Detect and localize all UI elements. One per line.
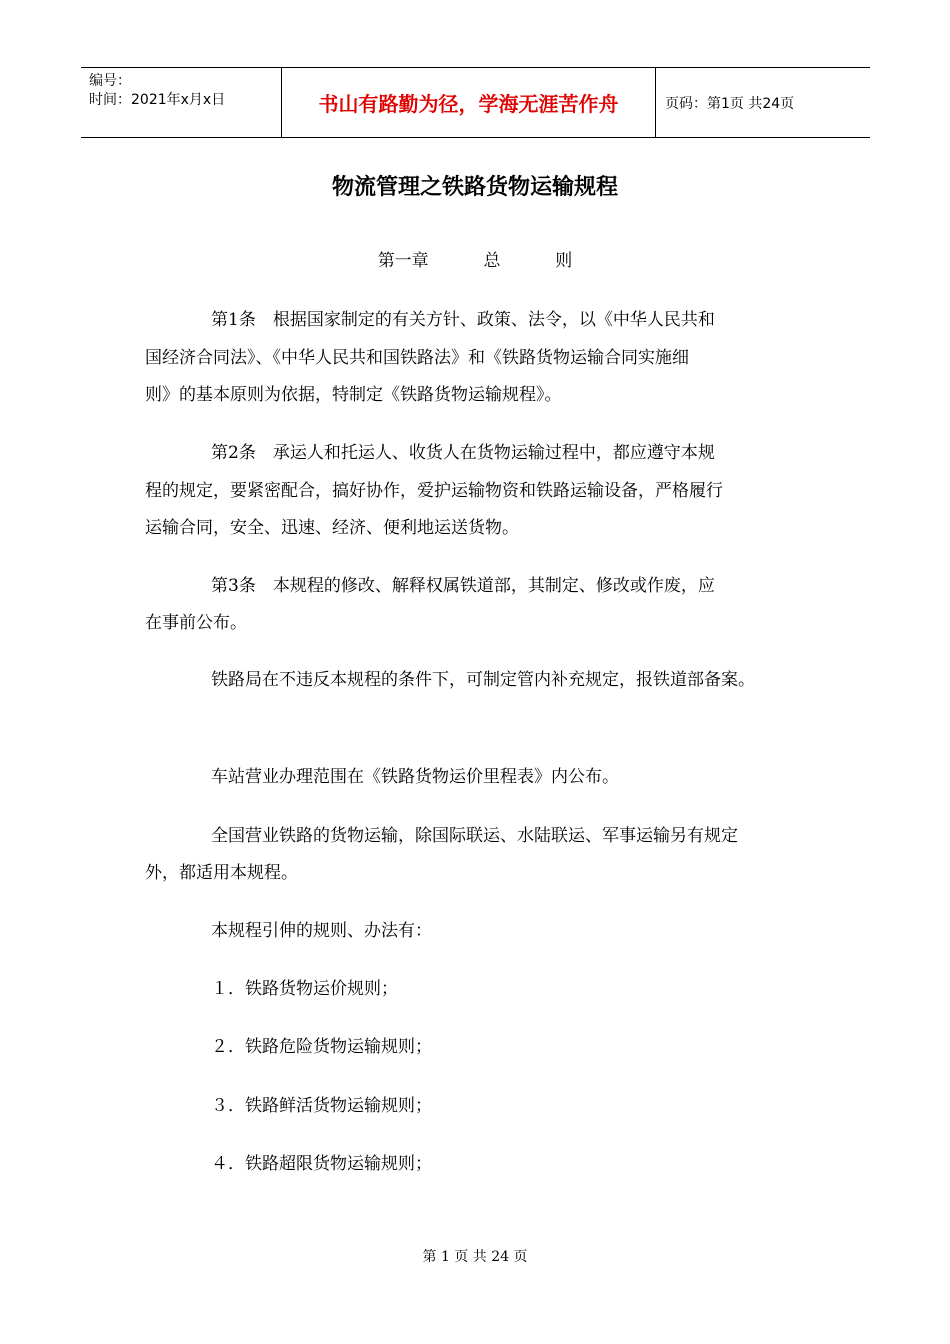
list-item: ４．铁路超限货物运输规则； (211, 1154, 432, 1174)
article-2-line-2: 程的规定，要紧密配合，搞好协作，爱护运输物资和铁路运输设备，严格履行 (145, 481, 723, 501)
paragraph-station-scope: 车站营业办理范围在《铁路货物运价里程表》内公布。 (211, 767, 619, 787)
list-item: ３．铁路鲜活货物运输规则； (211, 1096, 432, 1116)
article-2-line-3: 运输合同，安全、迅速、经济、便利地运送货物。 (145, 518, 519, 538)
document-time: 时间：2021年x月x日 (89, 92, 226, 108)
chapter-heading: 第一章 总 则 (377, 251, 573, 271)
article-3-line-2: 在事前公布。 (145, 613, 247, 633)
paragraph-derived-rules: 本规程引伸的规则、办法有： (211, 921, 432, 941)
header-page-info: 页码：第1页 共24页 (665, 95, 795, 112)
list-item: ２．铁路危险货物运输规则； (211, 1037, 432, 1057)
paragraph-bureau-rules: 铁路局在不违反本规程的条件下，可制定管内补充规定，报铁道部备案。 (211, 670, 755, 690)
article-2-line-1: 第2条 承运人和托运人、收货人在货物运输过程中，都应遵守本规 (211, 443, 715, 463)
paragraph-scope-line-2: 外，都适用本规程。 (145, 863, 298, 883)
article-1-line-2: 国经济合同法》、《中华人民共和国铁路法》和《铁路货物运输合同实施细 (145, 348, 689, 368)
list-item: １．铁路货物运价规则； (211, 979, 398, 999)
page-footer: 第 1 页 共 24 页 (422, 1249, 528, 1265)
article-3-line-1: 第3条 本规程的修改、解释权属铁道部，其制定、修改或作废，应 (211, 576, 715, 596)
document-title: 物流管理之铁路货物运输规程 (331, 175, 618, 200)
header-meta (81, 68, 282, 137)
article-1-line-3: 则》的基本原则为依据，特制定《铁路货物运输规程》。 (145, 385, 562, 405)
document-number-label: 编号： (89, 73, 131, 89)
paragraph-scope-line-1: 全国营业铁路的货物运输，除国际联运、水陆联运、军事运输另有规定 (211, 826, 738, 846)
header-motto: 书山有路勤为径，学海无涯苦作舟 (282, 68, 656, 137)
header-table (81, 67, 870, 138)
article-1-line-1: 第1条 根据国家制定的有关方针、政策、法令，以《中华人民共和 (211, 310, 715, 330)
